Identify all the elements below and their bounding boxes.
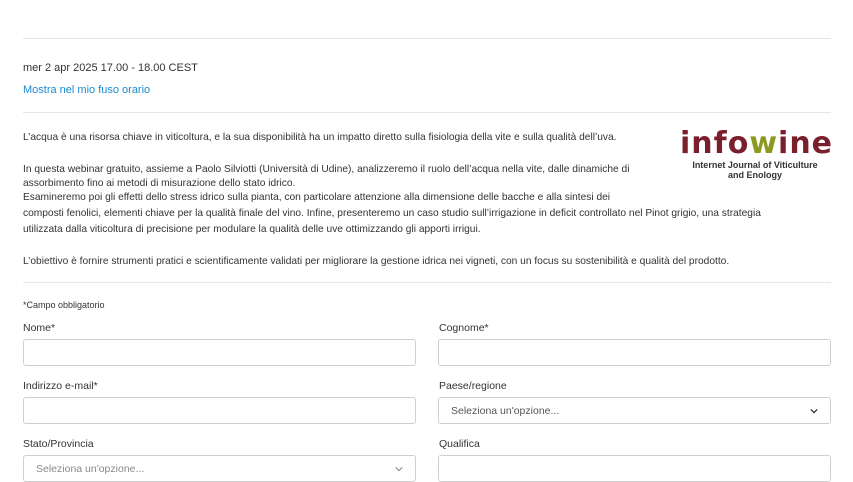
stato-label: Stato/Provincia (23, 438, 94, 450)
cognome-input[interactable] (438, 339, 831, 366)
top-divider (23, 38, 831, 39)
email-input[interactable] (23, 397, 416, 424)
show-in-my-timezone-link[interactable]: Mostra nel mio fuso orario (23, 84, 151, 96)
chevron-down-icon (395, 465, 403, 473)
infowine-logo (680, 126, 834, 190)
qualifica-label: Qualifica (439, 438, 480, 450)
chevron-down-icon (810, 407, 818, 415)
qualifica-input[interactable] (438, 455, 831, 482)
description-paragraph-2-line-4: composti fenolici, elementi chiave per la qualità finale del vino. Infine, presenteremo un caso studio sull’irrigazione in deficit controllato nel Pinot grigio, una strategia (23, 208, 761, 219)
description-paragraph-2-line-5: utilizzata dalla viticoltura di precisione per modulare la qualità delle uve ottimizzando gli apporti irrigui. (23, 224, 481, 235)
event-date: mer 2 apr 2025 17.00 - 18.00 CEST (23, 62, 198, 74)
stato-select[interactable] (23, 455, 416, 482)
paese-label: Paese/regione (439, 380, 507, 392)
required-field-note: *Campo obbligatorio (23, 300, 105, 310)
logo-subtitle-line-2: and Enology (728, 170, 782, 180)
cognome-label: Cognome* (439, 322, 489, 334)
date-divider (23, 112, 831, 113)
logo-subtitle-line-1: Internet Journal of Viticulture (692, 160, 818, 170)
stato-select-value: Seleziona un'opzione... (36, 462, 145, 475)
paese-select-value: Seleziona un'opzione... (451, 404, 560, 417)
description-paragraph-2-line-2: assorbimento fino ai metodi di misurazione dello stato idrico. (23, 178, 296, 189)
description-paragraph-2-line-1: In questa webinar gratuito, assieme a Paolo Silviotti (Università di Udine), analizzeremo il ruolo dell’acqua nella vite, dalle dinamiche di (23, 164, 630, 175)
nome-input[interactable] (23, 339, 416, 366)
email-label: Indirizzo e-mail* (23, 380, 98, 392)
logo-wordmark: infowine (680, 126, 834, 161)
description-paragraph-1: L’acqua è una risorsa chiave in viticoltura, e la sua disponibilità ha un impatto diretto sulla fisiologia della vite e sulla qualità dell’uva. (23, 132, 617, 143)
description-paragraph-2-line-3: Esamineremo poi gli effetti dello stress idrico sulla pianta, con particolare attenzione alla dimensione delle bacche e alla sintesi dei (23, 192, 611, 203)
nome-label: Nome* (23, 322, 56, 334)
description-paragraph-3: L’obiettivo è fornire strumenti pratici e scientificamente validati per migliorare la gestione idrica nei vigneti, con un focus su sostenibilità e qualità del prodotto. (23, 256, 730, 267)
description-divider (23, 282, 831, 283)
paese-select[interactable] (438, 397, 831, 424)
